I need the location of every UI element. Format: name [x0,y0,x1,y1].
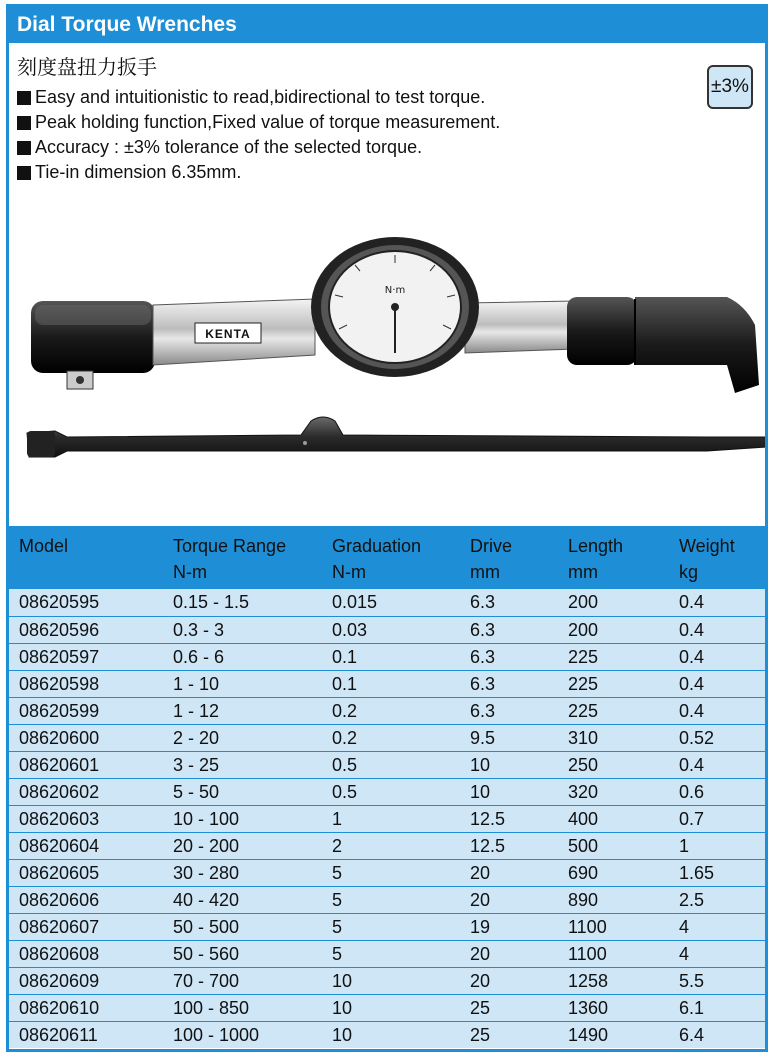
table-cell: 6.3 [460,697,558,724]
table-cell: 08620605 [9,859,163,886]
table-cell: 12.5 [460,832,558,859]
table-row [9,994,765,1021]
table-row [9,616,765,643]
square-bullet-icon [17,91,31,105]
table-row [9,643,765,670]
feature-text: Easy and intuitionistic to read,bidirectional to test torque. [35,87,486,107]
table-row [9,805,765,832]
table-header-row [9,526,765,589]
product-illustration [15,225,765,475]
table-cell: 0.6 - 6 [163,643,322,670]
table-row [9,697,765,724]
square-bullet-icon [17,166,31,180]
table-cell: 30 - 280 [163,859,322,886]
table-cell: 225 [558,643,669,670]
table-cell: 1258 [558,967,669,994]
column-header-torque-range: Torque Range N-m [173,536,287,582]
column-header-length: Length mm [568,536,624,582]
table-cell: 225 [558,697,669,724]
table-row [9,778,765,805]
table-cell: 5.5 [669,967,765,994]
table-cell: 6.3 [470,592,496,613]
table-cell: 6.1 [669,994,765,1021]
table-cell: 25 [460,1021,558,1048]
table-cell: 08620598 [9,670,163,697]
table-row [9,724,765,751]
table-cell: 50 - 500 [163,913,322,940]
feature-list [17,85,637,185]
feature-text: Accuracy : ±3% tolerance of the selected torque. [35,137,423,157]
table-cell: 4 [669,913,765,940]
table-cell: 5 - 50 [163,778,322,805]
table-cell: 5 [322,913,460,940]
table-cell: 2 [322,832,460,859]
table-cell: 08620601 [9,751,163,778]
table-cell: 25 [460,994,558,1021]
table-cell: 6.4 [669,1021,765,1048]
column-header-graduation: Graduation N-m [332,536,422,582]
table-cell: 0.7 [669,805,765,832]
table-row [9,940,765,967]
table-cell: 5 [322,940,460,967]
table-row [9,589,765,616]
table-cell: 08620595 [19,592,100,613]
table-cell: 0.4 [669,643,765,670]
table-cell: 1 [669,832,765,859]
table-cell: 0.5 [322,778,460,805]
table-cell: 20 [460,886,558,913]
table-cell: 08620608 [9,940,163,967]
table-cell: 08620606 [9,886,163,913]
dial-unit-label: N·m [384,285,406,296]
table-cell: 20 [460,859,558,886]
table-row [9,832,765,859]
table-cell: 1490 [558,1021,669,1048]
table-cell: 0.2 [322,697,460,724]
table-cell: 1100 [558,940,669,967]
table-cell: 08620599 [9,697,163,724]
table-cell: 0.52 [669,724,765,751]
table-cell: 08620609 [9,967,163,994]
table-cell: 10 - 100 [163,805,322,832]
table-cell: 0.4 [669,697,765,724]
table-cell: 08620611 [9,1021,163,1048]
table-cell: 0.4 [669,670,765,697]
feature-item [17,160,637,185]
table-cell: 0.4 [669,616,765,643]
table-cell: 1100 [558,913,669,940]
table-cell: 12.5 [460,805,558,832]
table-cell: 0.015 [332,592,378,613]
table-cell: 2.5 [669,886,765,913]
table-row [9,670,765,697]
table-cell: 08620600 [9,724,163,751]
table-cell: 20 - 200 [163,832,322,859]
table-cell: 08620604 [9,832,163,859]
table-cell: 310 [558,724,669,751]
table-cell: 0.5 [322,751,460,778]
table-cell: 0.1 [322,643,460,670]
table-cell: 5 [322,859,460,886]
feature-text: Peak holding function,Fixed value of torque measurement. [35,112,501,132]
table-cell: 400 [558,805,669,832]
table-cell: 1360 [558,994,669,1021]
table-cell: 19 [460,913,558,940]
table-cell: 6.3 [460,643,558,670]
table-cell: 5 [322,886,460,913]
table-cell: 6.3 [460,670,558,697]
feature-item [17,135,637,160]
column-header-model: Model [19,536,69,556]
table-cell: 225 [558,670,669,697]
table-cell: 0.4 [679,592,705,613]
table-cell: 6.3 [460,616,558,643]
table-cell: 100 - 1000 [163,1021,322,1048]
table-cell: 0.3 - 3 [163,616,322,643]
table-row [9,913,765,940]
table-cell: 200 [568,592,599,613]
square-bullet-icon [17,141,31,155]
table-cell: 1 [322,805,460,832]
column-header-drive: Drive mm [470,536,513,582]
table-cell: 500 [558,832,669,859]
table-cell: 1 - 12 [163,697,322,724]
table-body [9,589,765,1048]
square-bullet-icon [17,116,31,130]
table-cell: 08620597 [9,643,163,670]
table-cell: 2 - 20 [163,724,322,751]
chinese-subtitle: 刻度盘扭力扳手 [17,55,157,79]
table-cell: 890 [558,886,669,913]
table-cell: 08620602 [9,778,163,805]
table-cell: 20 [460,940,558,967]
column-header-weight: Weight kg [679,536,735,582]
table-cell: 10 [322,967,460,994]
accuracy-badge: ±3% [707,65,753,109]
feature-text: Tie-in dimension 6.35mm. [35,162,242,182]
dial-torque-wrench-side-view-icon [27,417,765,457]
page-title: Dial Torque Wrenches [9,7,765,43]
table-cell: 0.1 [322,670,460,697]
table-row [9,886,765,913]
table-cell: 10 [322,1021,460,1048]
feature-item [17,85,637,110]
table-cell: 0.2 [322,724,460,751]
table-cell: 320 [558,778,669,805]
table-cell: 70 - 700 [163,967,322,994]
spec-table [9,526,765,1048]
table-cell: 08620610 [9,994,163,1021]
table-cell: 08620607 [9,913,163,940]
table-cell: 1 - 10 [163,670,322,697]
table-cell: 690 [558,859,669,886]
table-cell: 0.6 [669,778,765,805]
table-cell: 250 [558,751,669,778]
table-cell: 10 [460,778,558,805]
table-cell: 10 [322,994,460,1021]
table-cell: 08620603 [9,805,163,832]
brand-label: KENTA [205,327,251,341]
feature-item [17,110,637,135]
table-cell: 3 - 25 [163,751,322,778]
table-cell: 50 - 560 [163,940,322,967]
table-row [9,967,765,994]
table-cell: 08620596 [9,616,163,643]
table-row [9,751,765,778]
table-cell: 0.15 - 1.5 [173,592,250,613]
table-cell: 40 - 420 [163,886,322,913]
table-cell: 0.03 [322,616,460,643]
table-row [9,859,765,886]
table-cell: 200 [558,616,669,643]
table-cell: 100 - 850 [163,994,322,1021]
table-cell: 10 [460,751,558,778]
catalog-panel [6,4,768,1052]
dial-torque-wrench-top-view-icon [31,237,759,393]
table-cell: 20 [460,967,558,994]
table-row [9,1021,765,1048]
table-cell: 9.5 [460,724,558,751]
table-cell: 4 [669,940,765,967]
table-cell: 0.4 [669,751,765,778]
table-cell: 1.65 [669,859,765,886]
